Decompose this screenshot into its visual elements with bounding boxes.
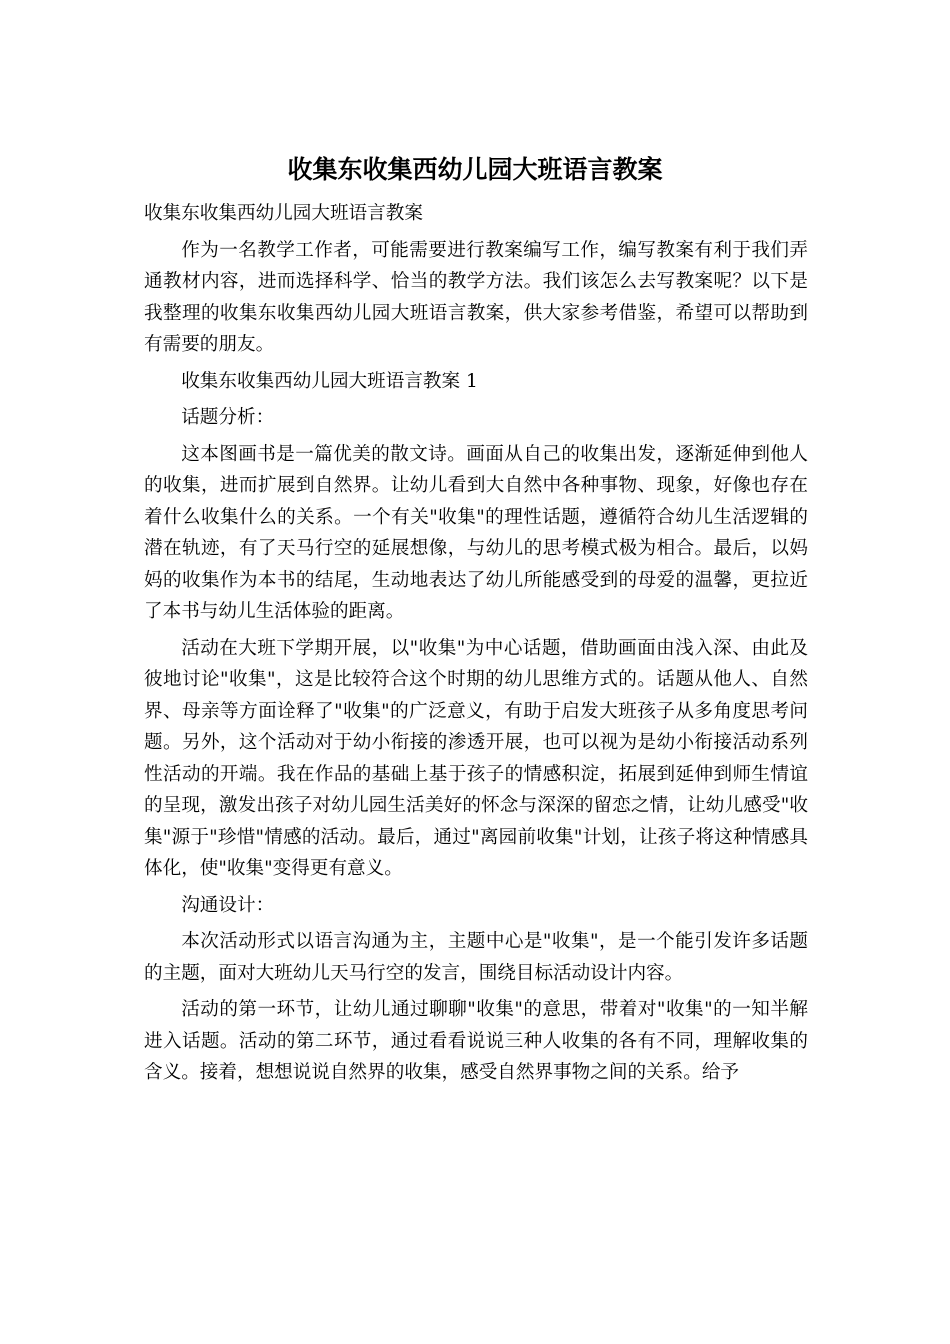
paragraph-topic-analysis-2: 活动在大班下学期开展，以"收集"为中心话题，借助画面由浅入深、由此及彼地讨论"收集"，这是比较符合这个时期的幼儿思维方式的。话题从他人、自然界、母亲等方面诠释了"收集"的广泛意义，有助于启发大班孩子从多角度思考问题。另外，这个活动对于幼小衔接的渗透开展，也可以视为是幼小衔接活动系列性活动的开端。我在作品的基础上基于孩子的情感积淀，拓展到延伸到师生情谊的呈现，激发出孩子对幼儿园生活美好的怀念与深深的留恋之情，让幼儿感受"收集"源于"珍惜"情感的活动。最后，通过"离园前收集"计划，让孩子将这种情感具体化，使"收集"变得更有意义。 — [144, 637, 808, 879]
document-title: 收集东收集西幼儿园大班语言教案 — [287, 155, 663, 184]
document-body — [144, 198, 808, 1094]
section-heading-communication-design: 沟通设计： — [181, 894, 275, 916]
document-subtitle: 收集东收集西幼儿园大班语言教案 — [144, 203, 423, 224]
section-heading-plan-1: 收集东收集西幼儿园大班语言教案 1 — [181, 370, 478, 392]
paragraph-communication-design-1: 本次活动形式以语言沟通为主，主题中心是"收集"，是一个能引发许多话题的主题，面对大班幼儿天马行空的发言，围绕目标活动设计内容。 — [144, 931, 808, 984]
paragraph-communication-design-2: 活动的第一环节，让幼儿通过聊聊"收集"的意思，带着对"收集"的一知半解进入话题。活动的第二环节，通过看看说说三种人收集的各有不同，理解收集的含义。接着，想想说说自然界的收集，感受自然界事物之间的关系。给予 — [144, 999, 808, 1083]
paragraph-intro: 作为一名教学工作者，可能需要进行教案编写工作，编写教案有利于我们弄通教材内容，进而选择科学、恰当的教学方法。我们该怎么去写教案呢？以下是我整理的收集东收集西幼儿园大班语言教案，供大家参考借鉴，希望可以帮助到有需要的朋友。 — [144, 239, 808, 355]
section-heading-topic-analysis: 话题分析： — [181, 407, 275, 428]
paragraph-topic-analysis-1: 这本图画书是一篇优美的散文诗。画面从自己的收集出发，逐渐延伸到他人的收集，进而扩展到自然界。让幼儿看到大自然中各种事物、现象，好像也存在着什么收集什么的关系。一个有关"收集"的理性话题，遵循符合幼儿生活逻辑的潜在轨迹，有了天马行空的延展想像，与幼儿的思考模式极为相合。最后，以妈妈的收集作为本书的结尾，生动地表达了幼儿所能感受到的母爱的温馨，更拉近了本书与幼儿生活体验的距离。 — [144, 443, 808, 622]
